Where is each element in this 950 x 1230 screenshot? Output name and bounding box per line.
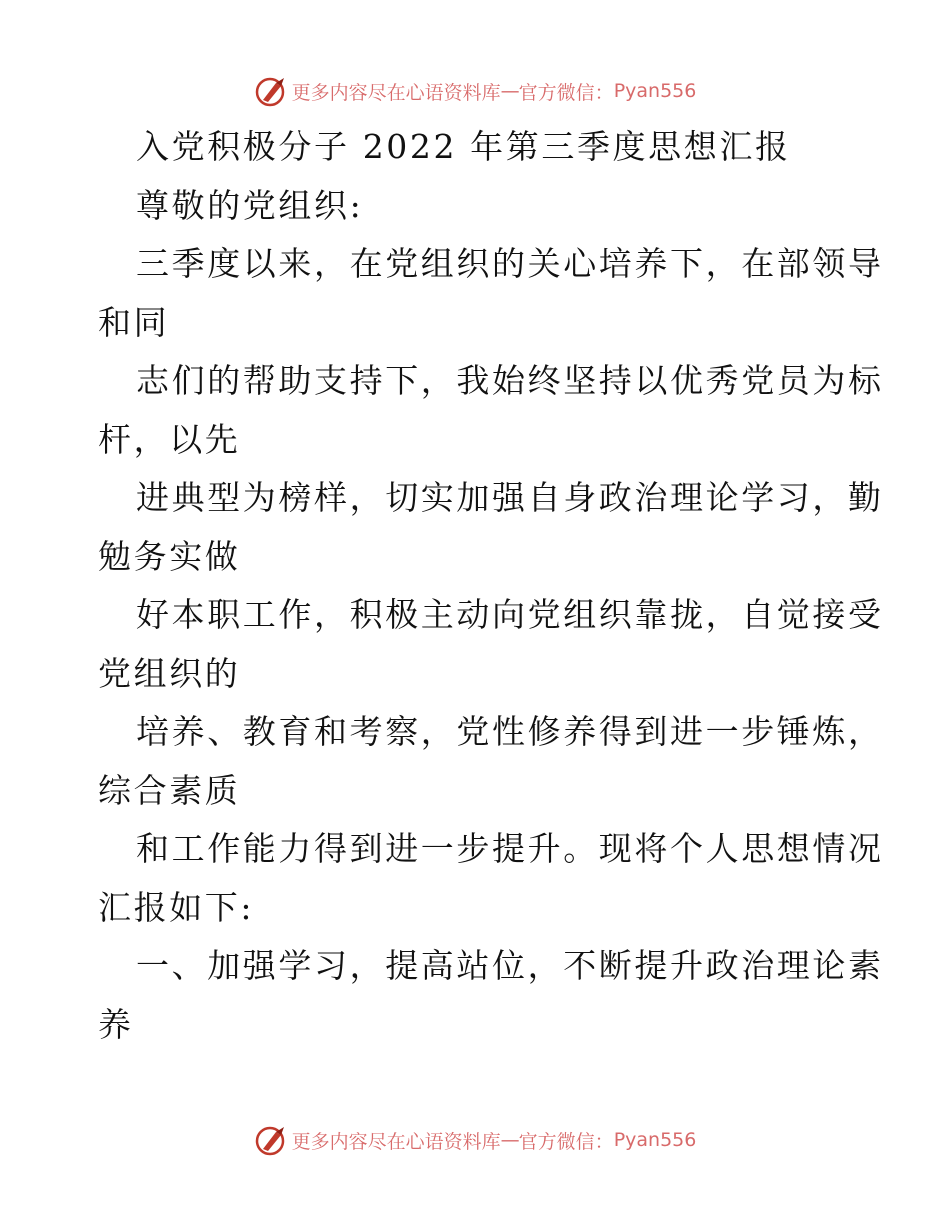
banner-separator: — — [500, 1129, 519, 1151]
doc-line: 杆，以先 — [98, 419, 241, 459]
document-body — [98, 118, 884, 1054]
doc-line: 汇报如下: — [98, 887, 255, 927]
banner-main-text: 更多内容尽在心语资料库 — [291, 1130, 501, 1153]
banner-separator: — — [500, 80, 519, 102]
doc-line: 勉务实做 — [98, 536, 241, 576]
banner-main-text: 更多内容尽在心语资料库 — [291, 81, 501, 104]
banner-wechat-id: Pyan556 — [613, 80, 697, 102]
doc-line: 和同 — [98, 302, 170, 342]
header-banner — [0, 71, 950, 111]
doc-salutation: 尊敬的党组织: — [136, 185, 364, 225]
doc-line: 好本职工作，积极主动向党组织靠拢，自觉接受 — [136, 595, 884, 634]
doc-line: 培养、教育和考察，党性修养得到进一步锤炼， — [136, 712, 884, 751]
banner-wechat-label: 官方微信： — [518, 1130, 614, 1153]
banner-wechat-id: Pyan556 — [613, 1129, 697, 1151]
doc-title: 入党积极分子 2022 年第三季度思想汇报 — [136, 127, 791, 166]
banner-wechat-label: 官方微信： — [518, 81, 614, 104]
doc-line: 志们的帮助支持下，我始终坚持以优秀党员为标 — [136, 361, 884, 400]
doc-line: 进典型为榜样，切实加强自身政治理论学习，勤 — [136, 478, 884, 517]
doc-line: 养 — [98, 1004, 134, 1044]
doc-line: 三季度以来，在党组织的关心培养下，在部领导 — [136, 244, 884, 283]
doc-section-heading: 一、加强学习，提高站位，不断提升政治理论素 — [136, 946, 884, 985]
footer-banner — [0, 1120, 950, 1160]
doc-line: 综合素质 — [98, 770, 241, 810]
doc-line: 和工作能力得到进一步提升。现将个人思想情况 — [136, 829, 884, 868]
pen-logo-icon — [254, 74, 288, 108]
doc-line: 党组织的 — [98, 653, 241, 693]
pen-logo-icon — [254, 1123, 288, 1157]
